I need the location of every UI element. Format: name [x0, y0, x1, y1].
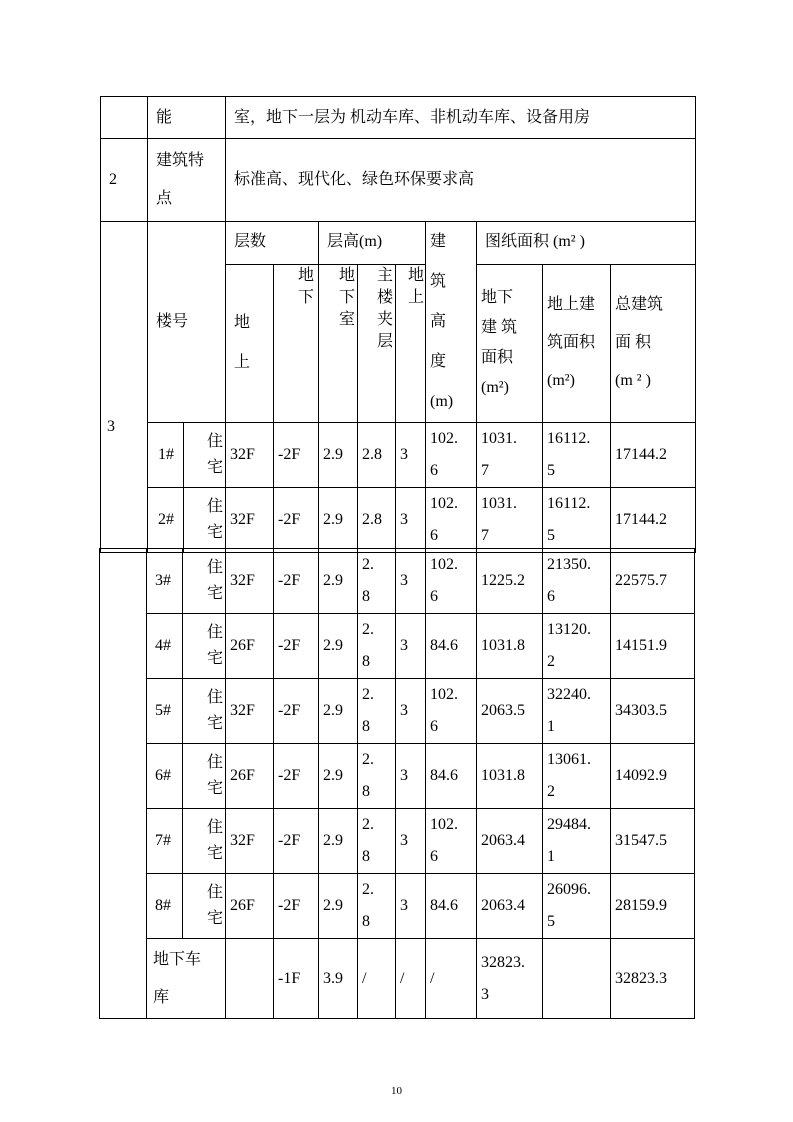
row-index: [101, 97, 148, 139]
area-above: 32240. 1: [543, 679, 611, 744]
header-fh-above: 地 上: [396, 264, 426, 422]
floors-above: 26F: [226, 614, 274, 679]
floors-below: -1F: [274, 939, 319, 1019]
floors-below: -2F: [274, 549, 319, 614]
area-below: 2063.4: [477, 874, 543, 939]
floors-above: 26F: [226, 874, 274, 939]
height-mezzanine: 2. 8: [358, 679, 396, 744]
row-index: 2: [101, 139, 148, 222]
area-above: [543, 939, 611, 1019]
area-total: 14092.9: [611, 744, 695, 809]
height-above: 3: [396, 488, 426, 553]
header-floors-above: 地 上: [226, 264, 274, 422]
floors-below: -2F: [274, 488, 319, 553]
row-index: 3: [101, 222, 148, 553]
building-no: 4#: [147, 614, 183, 679]
table-row: [100, 549, 695, 614]
height-mezzanine: 2. 8: [358, 744, 396, 809]
header-drawing-area: 图纸面积 (m² ): [477, 222, 696, 265]
building-type: 住 宅: [183, 744, 226, 809]
garage-label: 地下车 库: [147, 939, 226, 1019]
building-type: 住 宅: [183, 874, 226, 939]
garage-row: [100, 939, 695, 1019]
row-value: 标准高、现代化、绿色环保要求高: [226, 139, 696, 222]
height-basement: 2.9: [319, 874, 358, 939]
project-overview-table-top: [100, 96, 696, 553]
building-no: 7#: [147, 809, 183, 874]
area-above: 29484. 1: [543, 809, 611, 874]
height-mezzanine: 2. 8: [358, 614, 396, 679]
header-area-below: 地下 建 筑 面积 (m²): [477, 264, 543, 422]
building-type: 住 宅: [184, 488, 226, 553]
features-row: [101, 139, 696, 222]
area-below: 2063.5: [477, 679, 543, 744]
page-number: 10: [391, 1085, 402, 1097]
floors-below: -2F: [274, 679, 319, 744]
building-height: 102. 6: [426, 488, 477, 553]
area-total: 14151.9: [611, 614, 695, 679]
height-mezzanine: 2. 8: [358, 874, 396, 939]
details-header-row-1: [101, 222, 696, 265]
floors-below: -2F: [274, 874, 319, 939]
header-floors: 层数: [226, 222, 319, 265]
building-height: 102. 6: [426, 549, 477, 614]
area-total: 31547.5: [611, 809, 695, 874]
floors-above: 32F: [226, 809, 274, 874]
building-no: 8#: [147, 874, 183, 939]
area-total: 22575.7: [611, 549, 695, 614]
height-mezzanine: 2.8: [358, 423, 396, 488]
floors-above: 32F: [226, 488, 274, 553]
building-height: 84.6: [426, 874, 477, 939]
height-basement: 2.9: [319, 488, 358, 553]
area-above: 16112. 5: [543, 488, 611, 553]
floors-above: 32F: [226, 679, 274, 744]
table-row: [101, 488, 696, 553]
height-basement: 2.9: [319, 744, 358, 809]
floors-above: 32F: [226, 423, 274, 488]
area-below: 1031. 7: [477, 488, 543, 553]
height-basement: 3.9: [319, 939, 358, 1019]
building-height: /: [426, 939, 477, 1019]
header-area-total: 总建筑 面 积 (m ² ): [611, 264, 696, 422]
row-index-empty: [100, 549, 147, 1019]
height-above: 3: [396, 614, 426, 679]
building-height: 102. 6: [426, 809, 477, 874]
table-row: [100, 874, 695, 939]
area-below: 32823. 3: [477, 939, 543, 1019]
area-total: 28159.9: [611, 874, 695, 939]
area-below: 1031.8: [477, 614, 543, 679]
height-above: 3: [396, 679, 426, 744]
height-above: 3: [396, 809, 426, 874]
building-height: 102. 6: [426, 423, 477, 488]
row-value: 室，地下一层为 机动车库、非机动车库、设备用房: [226, 97, 696, 139]
height-mezzanine: 2. 8: [358, 809, 396, 874]
building-no: 2#: [148, 488, 184, 553]
area-below: 1031. 7: [477, 423, 543, 488]
area-total: 32823.3: [611, 939, 695, 1019]
floors-above: 32F: [226, 549, 274, 614]
area-below: 2063.4: [477, 809, 543, 874]
building-no: 5#: [147, 679, 183, 744]
header-fh-mezzanine: 主 楼 夹 层: [358, 264, 396, 422]
area-above: 26096. 5: [543, 874, 611, 939]
area-above: 16112. 5: [543, 423, 611, 488]
floors-below: -2F: [274, 614, 319, 679]
height-basement: 2.9: [319, 423, 358, 488]
floors-below: -2F: [274, 423, 319, 488]
floors-below: -2F: [274, 809, 319, 874]
project-overview-table-bottom: [99, 548, 695, 1019]
height-basement: 2.9: [319, 809, 358, 874]
row-label: 能: [148, 97, 226, 139]
building-height: 84.6: [426, 614, 477, 679]
height-above: /: [396, 939, 426, 1019]
header-building-height: 建 筑 高 度 (m): [426, 222, 477, 423]
building-type: 住 宅: [183, 809, 226, 874]
header-fh-basement: 地 下 室: [319, 264, 358, 422]
header-building-no: 楼号: [148, 222, 226, 423]
table-row: [100, 614, 695, 679]
area-above: 13120. 2: [543, 614, 611, 679]
building-type: 住 宅: [183, 549, 226, 614]
building-no: 1#: [148, 423, 184, 488]
height-basement: 2.9: [319, 549, 358, 614]
building-type: 住 宅: [183, 679, 226, 744]
building-no: 3#: [147, 549, 183, 614]
table-row: [100, 744, 695, 809]
floors-below: -2F: [274, 744, 319, 809]
floors-above: 26F: [226, 744, 274, 809]
height-basement: 2.9: [319, 614, 358, 679]
area-above: 13061. 2: [543, 744, 611, 809]
table-row: [101, 423, 696, 488]
height-above: 3: [396, 549, 426, 614]
building-no: 6#: [147, 744, 183, 809]
building-height: 84.6: [426, 744, 477, 809]
building-type: 住 宅: [184, 423, 226, 488]
header-floor-height: 层高(m): [319, 222, 426, 265]
height-above: 3: [396, 423, 426, 488]
height-mezzanine: 2.8: [358, 488, 396, 553]
height-above: 3: [396, 874, 426, 939]
floors-above: [226, 939, 274, 1019]
area-above: 21350. 6: [543, 549, 611, 614]
height-basement: 2.9: [319, 679, 358, 744]
area-total: 34303.5: [611, 679, 695, 744]
height-mezzanine: 2. 8: [358, 549, 396, 614]
building-type: 住 宅: [183, 614, 226, 679]
row-label: 建筑特 点: [148, 139, 226, 222]
table-row: [100, 679, 695, 744]
height-above: 3: [396, 744, 426, 809]
area-total: 17144.2: [611, 488, 696, 553]
header-area-above: 地上建 筑面积 (m²): [543, 264, 611, 422]
area-total: 17144.2: [611, 423, 696, 488]
header-floors-below: 地 下: [274, 264, 319, 422]
building-height: 102. 6: [426, 679, 477, 744]
area-below: 1031.8: [477, 744, 543, 809]
height-mezzanine: /: [358, 939, 396, 1019]
function-row: [101, 97, 696, 139]
table-row: [100, 809, 695, 874]
area-below: 1225.2: [477, 549, 543, 614]
